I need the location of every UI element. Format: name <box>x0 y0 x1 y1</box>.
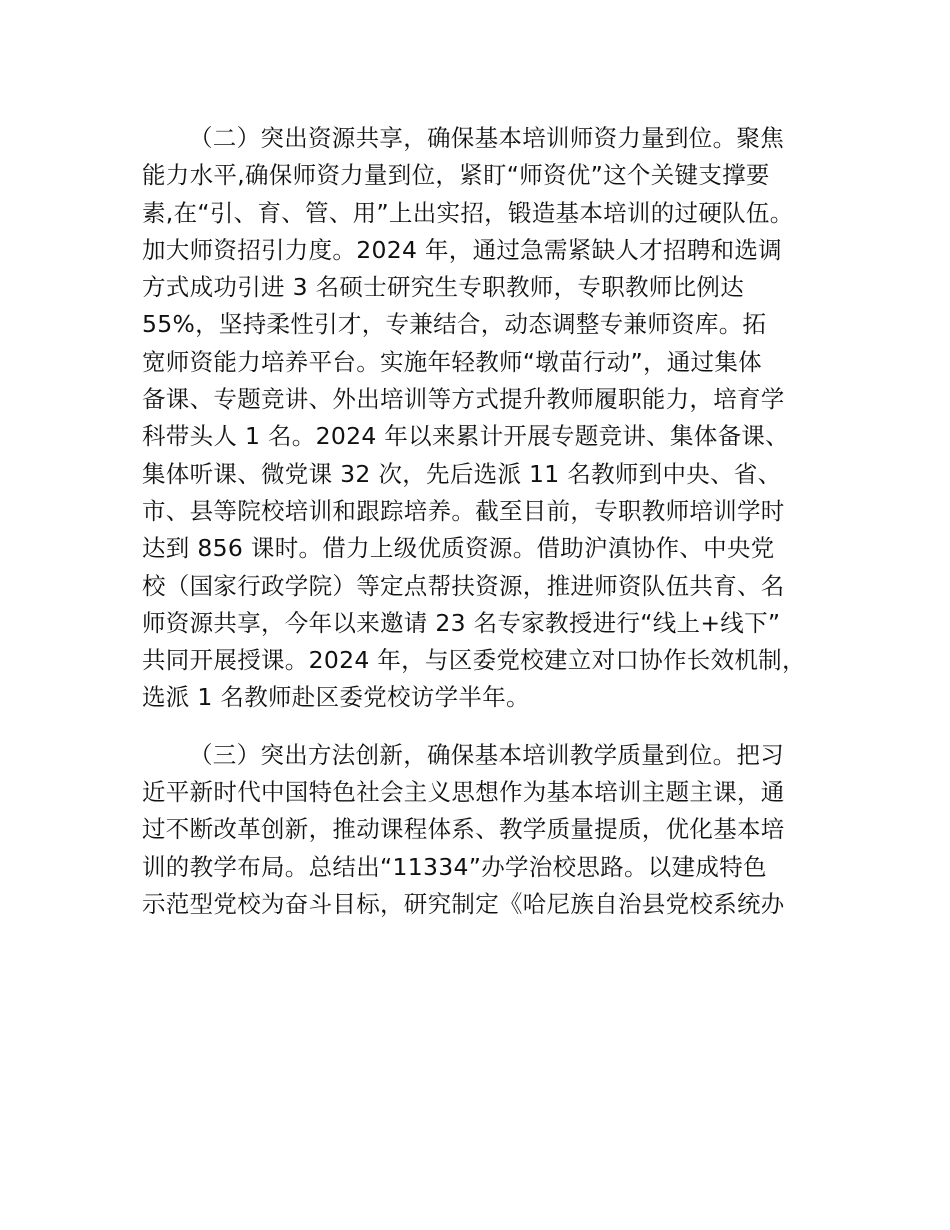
text-line: 方式成功引进 3 名硕士研究生专职教师，专职教师比例达 <box>142 273 744 302</box>
text-line: 达到 856 课时。借力上级优质资源。借助沪滇协作、中央党 <box>142 534 775 563</box>
text-line: 训的教学布局。总结出“11334”办学治校思路。以建成特色 <box>142 852 767 881</box>
text-line: 集体听课、微党课 32 次，先后选派 11 名教师到中央、省、 <box>142 459 782 488</box>
text-line: 加大师资招引力度。2024 年，通过急需紧缺人才招聘和选调 <box>142 235 782 264</box>
document-body <box>142 120 842 923</box>
text-line: 示范型党校为奋斗目标，研究制定《哈尼族自治县党校系统办 <box>142 889 785 918</box>
text-line: 近平新时代中国特色社会主义思想作为基本培训主题主课，通 <box>142 778 785 807</box>
text-line: 备课、专题竞讲、外出培训等方式提升教师履职能力，培育学 <box>142 385 785 414</box>
text-line: 校（国家行政学院）等定点帮扶资源，推进师资队伍共育、名 <box>142 571 785 600</box>
text-line: 能力水平,确保师资力量到位，紧盯“师资优”这个关键支撑要 <box>142 161 770 190</box>
text-line: 宽师资能力培养平台。实施年轻教师“墩苗行动”，通过集体 <box>142 347 762 376</box>
text-line: （二）突出资源共享，确保基本培训师资力量到位。聚焦 <box>189 124 784 152</box>
paragraph-teaching-method <box>142 737 842 923</box>
text-line: 师资源共享，今年以来邀请 23 名专家教授进行“线上+线下” <box>142 608 781 637</box>
text-line: （三）突出方法创新，确保基本培训教学质量到位。把习 <box>189 740 784 769</box>
text-line: 共同开展授课。2024 年，与区委党校建立对口协作长效机制， <box>142 646 806 675</box>
text-line: 科带头人 1 名。2024 年以来累计开展专题竞讲、集体备课、 <box>142 422 789 451</box>
text-line: 选派 1 名教师赴区委党校访学半年。 <box>142 683 530 712</box>
paragraph-teaching-staff <box>142 120 842 717</box>
text-line: 55%，坚持柔性引才，专兼结合，动态调整专兼师资库。拓 <box>142 310 767 339</box>
text-line: 市、县等院校培训和跟踪培养。截至目前，专职教师培训学时 <box>142 496 785 525</box>
text-line: 过不断改革创新，推动课程体系、教学质量提质，优化基本培 <box>142 815 785 844</box>
text-line: 素,在“引、育、管、用”上出实招，锻造基本培训的过硬队伍。 <box>142 198 794 227</box>
